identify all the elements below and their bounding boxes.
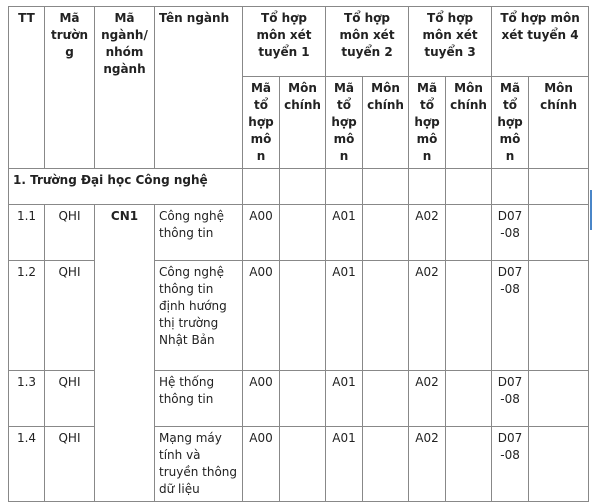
section-empty-cell <box>446 169 492 205</box>
cell-mon-chinh-1 <box>280 371 326 427</box>
subheader-mon-chinh-4: Môn chính <box>529 77 589 169</box>
cell-ma-truong: QHI <box>45 261 95 371</box>
cell-tt: 1.2 <box>9 261 45 371</box>
cell-ten-nganh: Mạng máy tính và truyền thông dữ liệu <box>155 427 243 502</box>
cell-to-hop-4: D07-08 <box>492 427 529 502</box>
header-to-hop-1: Tổ hợp môn xét tuyển 1 <box>243 7 326 77</box>
cell-mon-chinh-4 <box>529 205 589 261</box>
cell-to-hop-1: A00 <box>243 261 280 371</box>
section-empty-cell <box>529 169 589 205</box>
section-empty-cell <box>363 169 409 205</box>
cell-to-hop-4: D07-08 <box>492 261 529 371</box>
cell-mon-chinh-2 <box>363 261 409 371</box>
cell-mon-chinh-1 <box>280 261 326 371</box>
cell-tt: 1.1 <box>9 205 45 261</box>
cell-mon-chinh-2 <box>363 427 409 502</box>
section-empty-cell <box>243 169 280 205</box>
cell-mon-chinh-2 <box>363 371 409 427</box>
cell-mon-chinh-1 <box>280 427 326 502</box>
subheader-ma-to-hop-3: Mã tổ hợp môn <box>409 77 446 169</box>
cell-to-hop-2: A01 <box>326 371 363 427</box>
header-ma-truong: Mã trường <box>45 7 95 169</box>
cell-to-hop-3: A02 <box>409 427 446 502</box>
section-empty-cell <box>280 169 326 205</box>
header-to-hop-3: Tổ hợp môn xét tuyển 3 <box>409 7 492 77</box>
subheader-ma-to-hop-4: Mã tổ hợp môn <box>492 77 529 169</box>
table-row <box>9 205 589 261</box>
cell-to-hop-2: A01 <box>326 205 363 261</box>
cell-to-hop-4: D07-08 <box>492 371 529 427</box>
cell-ma-truong: QHI <box>45 371 95 427</box>
cell-to-hop-3: A02 <box>409 205 446 261</box>
cell-to-hop-1: A00 <box>243 427 280 502</box>
cell-to-hop-4: D07-08 <box>492 205 529 261</box>
scrollbar-accent <box>590 190 592 230</box>
cell-to-hop-3: A02 <box>409 261 446 371</box>
cell-to-hop-1: A00 <box>243 205 280 261</box>
cell-mon-chinh-2 <box>363 205 409 261</box>
header-ma-nganh: Mã ngành/ nhóm ngành <box>95 7 155 169</box>
cell-mon-chinh-3 <box>446 205 492 261</box>
header-to-hop-2: Tổ hợp môn xét tuyển 2 <box>326 7 409 77</box>
cell-mon-chinh-3 <box>446 261 492 371</box>
header-tt: TT <box>9 7 45 169</box>
cell-mon-chinh-3 <box>446 371 492 427</box>
admission-table <box>8 6 589 502</box>
cell-mon-chinh-3 <box>446 427 492 502</box>
cell-to-hop-1: A00 <box>243 371 280 427</box>
cell-group-code: CN1 <box>95 205 155 502</box>
cell-to-hop-3: A02 <box>409 371 446 427</box>
cell-tt: 1.4 <box>9 427 45 502</box>
cell-mon-chinh-4 <box>529 261 589 371</box>
subheader-mon-chinh-3: Môn chính <box>446 77 492 169</box>
cell-mon-chinh-4 <box>529 427 589 502</box>
cell-mon-chinh-1 <box>280 205 326 261</box>
header-to-hop-4: Tổ hợp môn xét tuyển 4 <box>492 7 589 77</box>
cell-tt: 1.3 <box>9 371 45 427</box>
cell-ten-nganh: Công nghệ thông tin <box>155 205 243 261</box>
cell-ten-nganh: Hệ thống thông tin <box>155 371 243 427</box>
section-empty-cell <box>492 169 529 205</box>
subheader-mon-chinh-1: Môn chính <box>280 77 326 169</box>
subheader-mon-chinh-2: Môn chính <box>363 77 409 169</box>
cell-ma-truong: QHI <box>45 427 95 502</box>
section-title: 1. Trường Đại học Công nghệ <box>9 169 243 205</box>
subheader-ma-to-hop-2: Mã tổ hợp môn <box>326 77 363 169</box>
cell-to-hop-2: A01 <box>326 427 363 502</box>
cell-mon-chinh-4 <box>529 371 589 427</box>
cell-ten-nganh: Công nghệ thông tin định hướng thị trường Nhật Bản <box>155 261 243 371</box>
cell-to-hop-2: A01 <box>326 261 363 371</box>
section-empty-cell <box>409 169 446 205</box>
section-empty-cell <box>326 169 363 205</box>
header-ten-nganh: Tên ngành <box>155 7 243 169</box>
cell-ma-truong: QHI <box>45 205 95 261</box>
subheader-ma-to-hop-1: Mã tổ hợp môn <box>243 77 280 169</box>
